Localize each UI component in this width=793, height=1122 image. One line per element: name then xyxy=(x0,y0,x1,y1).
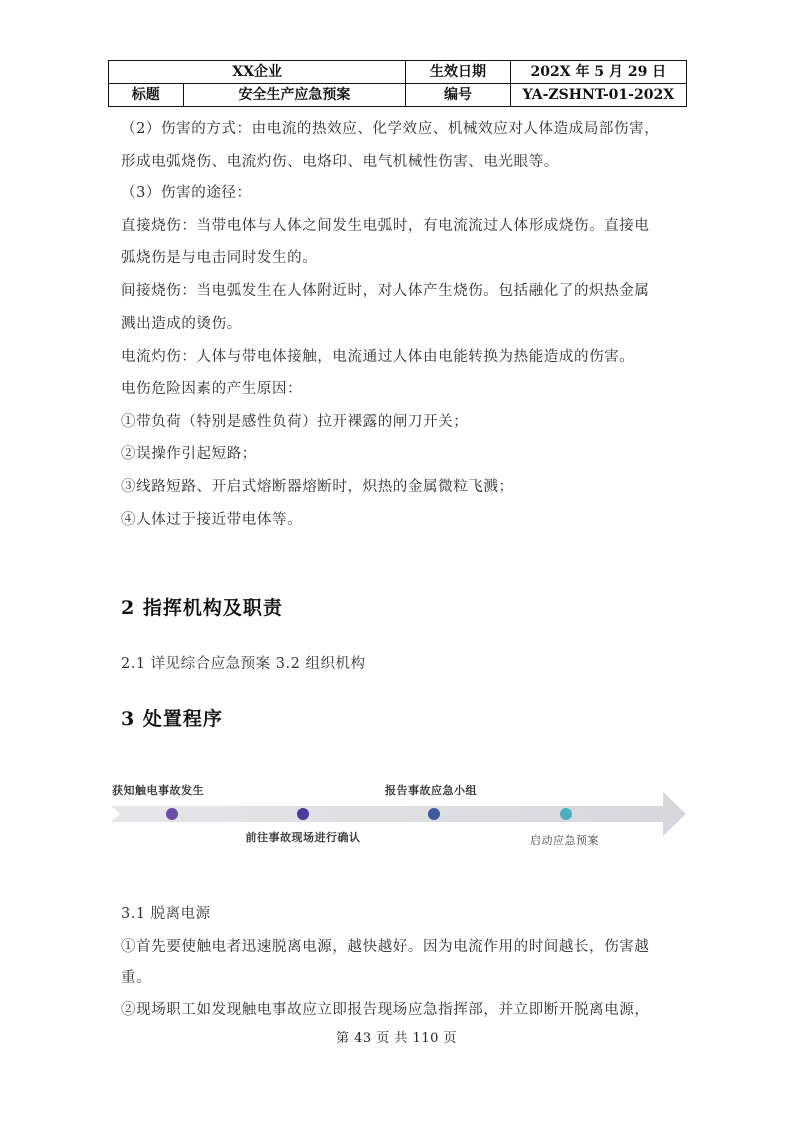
effective-date-label: 生效日期 xyxy=(406,61,510,84)
number-label: 编号 xyxy=(406,84,510,107)
flow-arrow-shape xyxy=(111,792,686,836)
flow-step-4-label: 启动应急预案 xyxy=(530,834,599,847)
body-line-12: ③线路短路、开启式熔断器熔断时，炽热的金属微粒飞溅； xyxy=(121,479,514,495)
effective-date-value: 202X 年 5 月 29 日 xyxy=(510,61,686,84)
page-footer: 第 43 页 共 110 页 xyxy=(335,1031,458,1046)
body-line-9: 电伤危险因素的产生原因： xyxy=(121,381,303,397)
flow-step-1-label: 获知触电事故发生 xyxy=(112,784,204,797)
flow-dot-3 xyxy=(428,808,440,820)
process-flow-diagram xyxy=(108,770,688,870)
title-value: 安全生产应急预案 xyxy=(183,84,406,107)
section-2-heading: 2 指挥机构及职责 xyxy=(121,597,283,619)
header-row-1 xyxy=(109,61,687,84)
section-3-line-2: 重。 xyxy=(121,970,152,986)
body-line-7: 溅出造成的烫伤。 xyxy=(121,316,242,332)
number-value: YA-ZSHNT-01-202X xyxy=(510,84,686,107)
body-line-11: ②误操作引起短路； xyxy=(121,446,257,462)
flow-step-2-label: 前往事故现场进行确认 xyxy=(245,831,361,844)
section-3-1-heading: 3.1 脱离电源 xyxy=(121,906,211,922)
body-line-1: （2）伤害的方式：由电流的热效应、化学效应、机械效应对人体造成局部伤害， xyxy=(121,121,660,137)
flow-dot-1 xyxy=(166,808,178,820)
section-3-line-1: ①首先要使触电者迅速脱离电源，越快越好。因为电流作用的时间越长，伤害越 xyxy=(121,939,650,955)
flow-step-3-label: 报告事故应急小组 xyxy=(385,784,477,797)
section-3-heading: 3 处置程序 xyxy=(121,708,223,730)
body-line-13: ④人体过于接近带电体等。 xyxy=(121,512,303,528)
section-2-1-item: 2.1 详见综合应急预案 3.2 组织机构 xyxy=(121,656,366,672)
body-line-10: ①带负荷（特别是感性负荷）拉开裸露的闸刀开关； xyxy=(121,414,469,430)
document-header-table xyxy=(108,60,687,107)
body-line-8: 电流灼伤：人体与带电体接触，电流通过人体由电能转换为热能造成的伤害。 xyxy=(121,349,635,365)
company-name: XX企业 xyxy=(109,61,406,84)
section-3-line-3: ②现场职工如发现触电事故应立即报告现场应急指挥部，并立即断开脱离电源， xyxy=(121,1002,650,1018)
body-line-4: 直接烧伤：当带电体与人体之间发生电弧时，有电流流过人体形成烧伤。直接电 xyxy=(121,218,650,234)
flow-dot-4 xyxy=(560,808,572,820)
body-line-6: 间接烧伤：当电弧发生在人体附近时，对人体产生烧伤。包括融化了的炽热金属 xyxy=(121,283,650,299)
header-row-2 xyxy=(109,84,687,107)
flow-dot-2 xyxy=(297,808,309,820)
body-line-3: （3）伤害的途径： xyxy=(121,185,252,201)
body-line-5: 弧烧伤是与电击同时发生的。 xyxy=(121,250,318,266)
title-label: 标题 xyxy=(109,84,184,107)
body-line-2: 形成电弧烧伤、电流灼伤、电烙印、电气机械性伤害、电光眼等。 xyxy=(121,154,559,170)
